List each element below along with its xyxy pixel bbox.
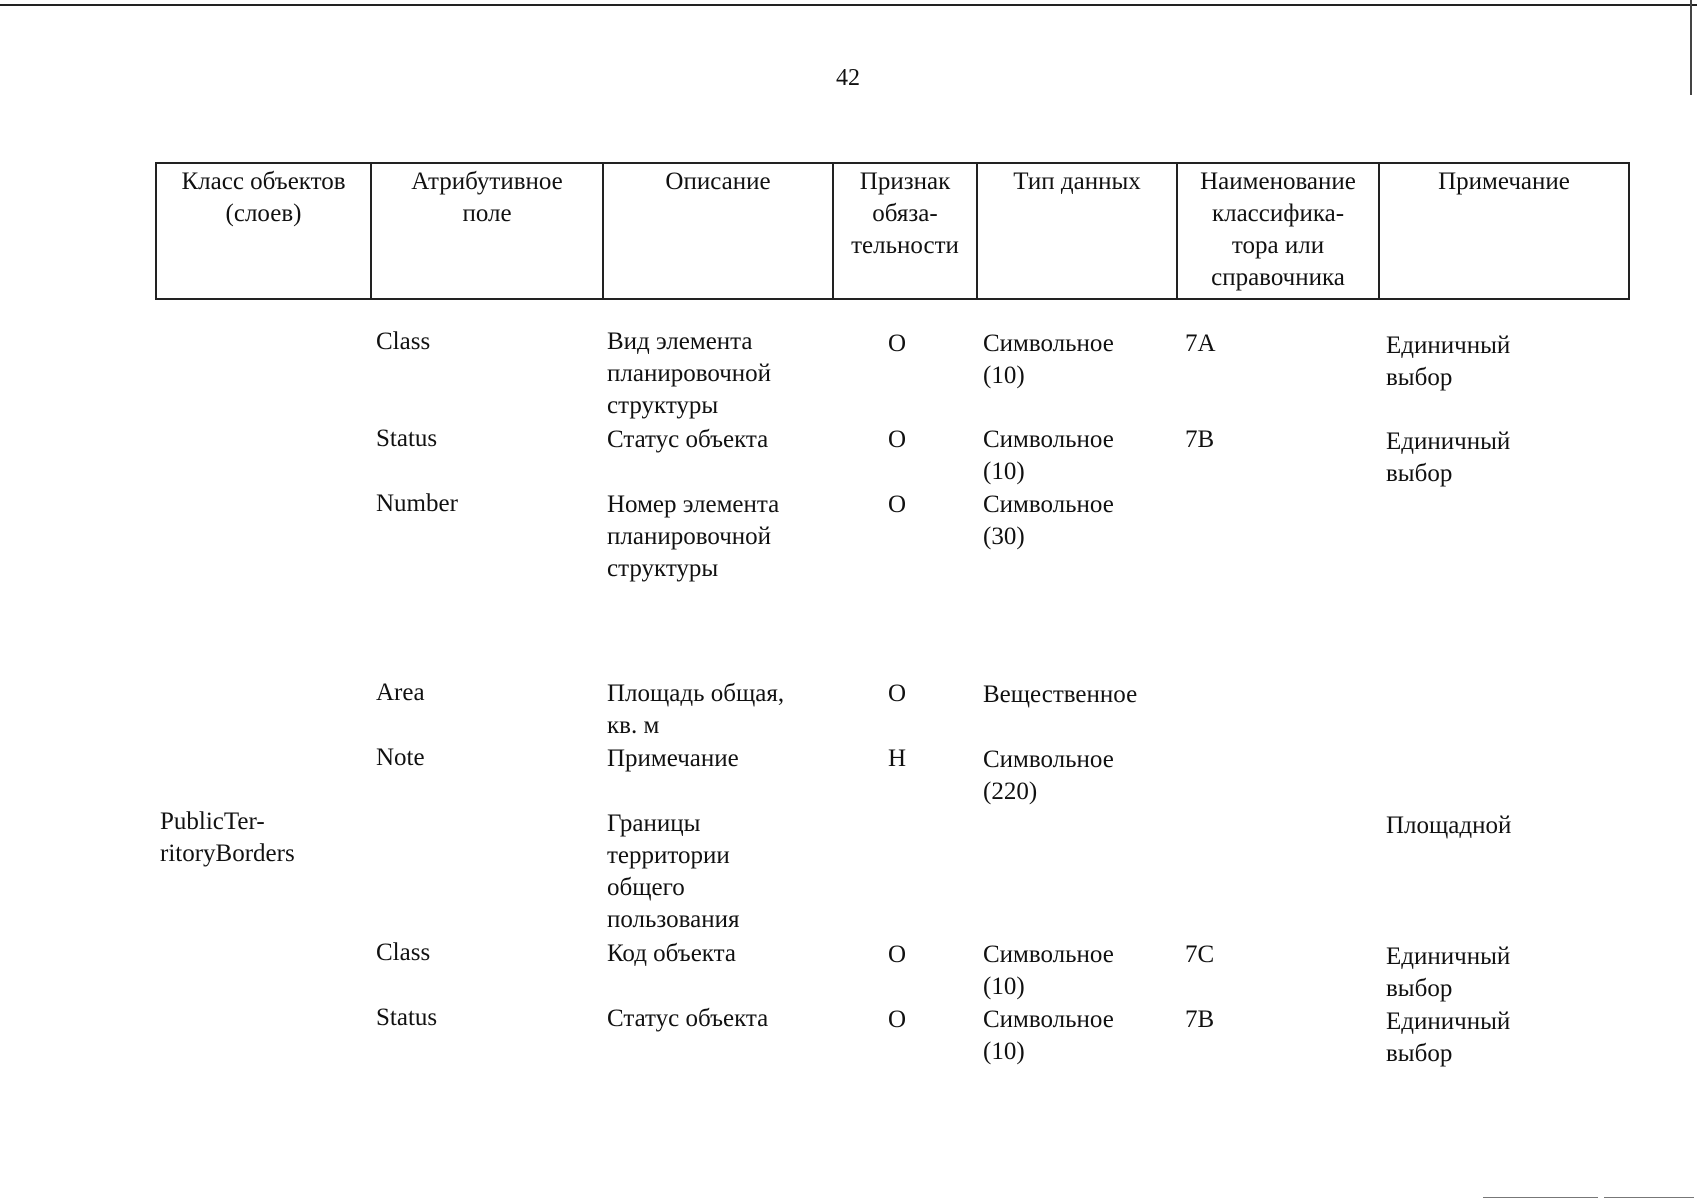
note-cell: Единичный выбор xyxy=(1386,1008,1511,1067)
classifier-cell: 7A xyxy=(1185,330,1216,357)
data-type-cell: Символьное (10) xyxy=(983,426,1114,485)
required-cell: О xyxy=(888,680,907,707)
data-type-cell: Символьное (10) xyxy=(983,1006,1114,1065)
page-number: 42 xyxy=(836,65,860,91)
note-cell: Единичный выбор xyxy=(1386,332,1511,391)
description-cell: Статус объекта xyxy=(607,426,769,453)
object-class-cell: PublicTer- ritoryBorders xyxy=(160,808,295,867)
data-type-cell: Вещественное xyxy=(983,681,1138,708)
header-cell-object-class: Класс объектов (слоев) xyxy=(156,163,371,299)
data-type-cell: Символьное (30) xyxy=(983,491,1114,550)
classifier-cell: 7B xyxy=(1185,426,1215,453)
data-type-cell: Символьное (10) xyxy=(983,330,1114,389)
data-type-cell: Символьное (10) xyxy=(983,941,1114,1000)
required-cell: О xyxy=(888,330,907,357)
attribute-cell: Status xyxy=(376,1004,438,1031)
description-cell: Вид элемента планировочной структуры xyxy=(607,328,772,419)
required-cell: Н xyxy=(888,745,907,772)
attribute-cell: Class xyxy=(376,328,431,355)
attribute-cell: Number xyxy=(376,490,458,517)
attribute-cell: Area xyxy=(376,679,425,706)
classifier-cell: 7B xyxy=(1185,1006,1215,1033)
required-cell: О xyxy=(888,941,907,968)
description-cell: Площадь общая, кв. м xyxy=(607,680,785,739)
note-cell: Единичный выбор xyxy=(1386,943,1511,1002)
header-cell-attribute: Атрибутивное поле xyxy=(371,163,603,299)
header-cell-data-type: Тип данных xyxy=(977,163,1177,299)
attribute-cell: Class xyxy=(376,939,431,966)
required-cell: О xyxy=(888,426,907,453)
description-cell: Код объекта xyxy=(607,940,736,967)
header-cell-note: Примечание xyxy=(1379,163,1629,299)
description-cell: Статус объекта xyxy=(607,1005,769,1032)
description-cell: Границы территории общего пользования xyxy=(607,810,740,933)
attribute-cell: Status xyxy=(376,425,438,452)
header-cell-classifier: Наименование классифика- тора или справочника xyxy=(1177,163,1379,299)
description-cell: Номер элемента планировочной структуры xyxy=(607,491,780,582)
classifier-cell: 7C xyxy=(1185,941,1215,968)
required-cell: О xyxy=(888,491,907,518)
header-cell-description: Описание xyxy=(603,163,833,299)
note-cell: Площадной xyxy=(1386,812,1512,839)
data-type-cell: Символьное (220) xyxy=(983,746,1114,805)
required-cell: О xyxy=(888,1006,907,1033)
description-cell: Примечание xyxy=(607,745,739,772)
attribute-cell: Note xyxy=(376,744,425,771)
header-cell-required: Признак обяза- тельности xyxy=(833,163,977,299)
note-cell: Единичный выбор xyxy=(1386,428,1511,487)
